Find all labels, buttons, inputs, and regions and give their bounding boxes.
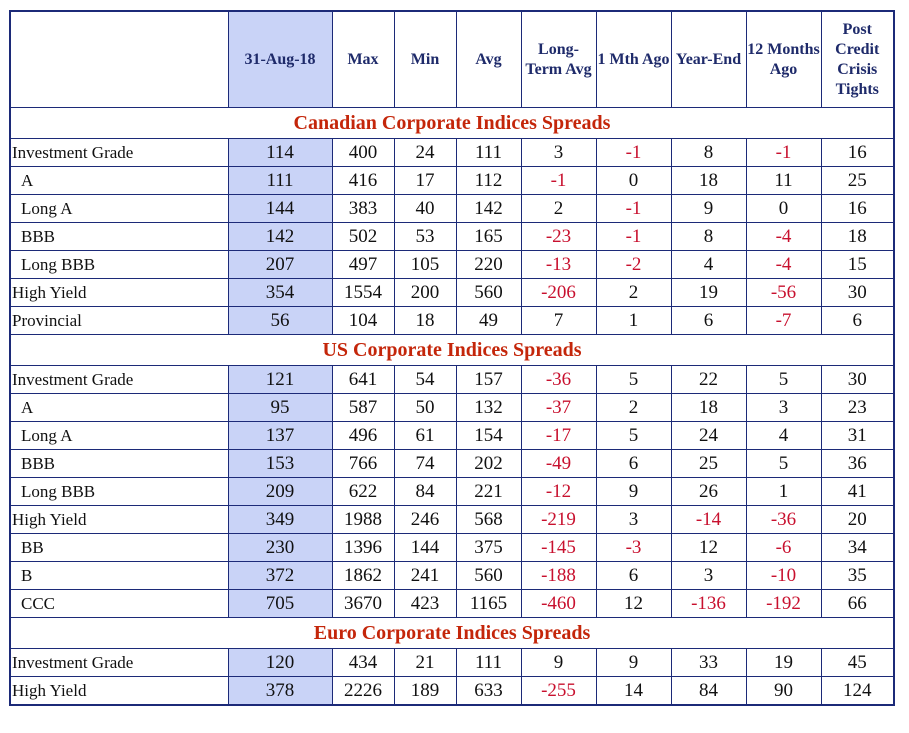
column-header-0: [10, 11, 228, 108]
table-cell: 5: [746, 450, 821, 478]
table-cell: 633: [456, 677, 521, 706]
table-cell: 3: [596, 506, 671, 534]
table-cell: -23: [521, 223, 596, 251]
column-header-5: Long-Term Avg: [521, 11, 596, 108]
table-cell: -36: [746, 506, 821, 534]
table-cell: 1165: [456, 590, 521, 618]
table-cell: 1396: [332, 534, 394, 562]
column-header-6: 1 Mth Ago: [596, 11, 671, 108]
table-row: [10, 139, 894, 167]
table-cell: 33: [671, 649, 746, 677]
table-cell: 112: [456, 167, 521, 195]
table-cell: 142: [228, 223, 332, 251]
table-cell: 50: [394, 394, 456, 422]
table-cell: 137: [228, 422, 332, 450]
row-label: High Yield: [10, 677, 228, 706]
table-cell: 8: [671, 139, 746, 167]
table-cell: -10: [746, 562, 821, 590]
table-cell: 19: [746, 649, 821, 677]
table-row: [10, 534, 894, 562]
table-cell: 1988: [332, 506, 394, 534]
table-cell: -4: [746, 251, 821, 279]
table-cell: 111: [456, 649, 521, 677]
table-cell: 375: [456, 534, 521, 562]
spreads-table-container: [9, 10, 895, 706]
column-header-8: 12 Months Ago: [746, 11, 821, 108]
section-title: Euro Corporate Indices Spreads: [10, 618, 894, 649]
table-cell: 207: [228, 251, 332, 279]
table-cell: 104: [332, 307, 394, 335]
table-cell: 434: [332, 649, 394, 677]
table-cell: -13: [521, 251, 596, 279]
table-cell: 12: [596, 590, 671, 618]
table-row: [10, 251, 894, 279]
table-cell: 18: [821, 223, 894, 251]
table-cell: 241: [394, 562, 456, 590]
header-row: [10, 11, 894, 108]
table-cell: 6: [596, 562, 671, 590]
table-cell: 15: [821, 251, 894, 279]
table-cell: 157: [456, 366, 521, 394]
table-cell: -1: [746, 139, 821, 167]
table-cell: 497: [332, 251, 394, 279]
row-label: BB: [10, 534, 228, 562]
table-cell: 26: [671, 478, 746, 506]
table-cell: 24: [394, 139, 456, 167]
table-cell: 95: [228, 394, 332, 422]
table-cell: 8: [671, 223, 746, 251]
row-label: B: [10, 562, 228, 590]
table-cell: 502: [332, 223, 394, 251]
table-cell: 84: [394, 478, 456, 506]
table-cell: -1: [596, 139, 671, 167]
table-cell: 132: [456, 394, 521, 422]
table-cell: 1: [596, 307, 671, 335]
table-cell: 622: [332, 478, 394, 506]
table-cell: 24: [671, 422, 746, 450]
table-cell: -7: [746, 307, 821, 335]
row-label: BBB: [10, 450, 228, 478]
table-cell: 1862: [332, 562, 394, 590]
table-cell: 4: [671, 251, 746, 279]
section-title: Canadian Corporate Indices Spreads: [10, 108, 894, 139]
table-cell: -17: [521, 422, 596, 450]
table-cell: -14: [671, 506, 746, 534]
row-label: A: [10, 394, 228, 422]
table-cell: 4: [746, 422, 821, 450]
table-cell: 142: [456, 195, 521, 223]
row-label: Investment Grade: [10, 649, 228, 677]
table-cell: 25: [821, 167, 894, 195]
table-cell: 74: [394, 450, 456, 478]
table-cell: -4: [746, 223, 821, 251]
table-cell: 0: [746, 195, 821, 223]
table-cell: -136: [671, 590, 746, 618]
table-row: [10, 590, 894, 618]
table-cell: 1554: [332, 279, 394, 307]
table-cell: 35: [821, 562, 894, 590]
table-cell: 5: [596, 422, 671, 450]
table-cell: 416: [332, 167, 394, 195]
table-cell: 9: [671, 195, 746, 223]
column-header-4: Avg: [456, 11, 521, 108]
table-cell: 11: [746, 167, 821, 195]
section-header-row: [10, 618, 894, 649]
table-cell: -460: [521, 590, 596, 618]
table-cell: -3: [596, 534, 671, 562]
table-cell: 18: [671, 394, 746, 422]
table-cell: 189: [394, 677, 456, 706]
table-cell: 154: [456, 422, 521, 450]
table-cell: 41: [821, 478, 894, 506]
table-cell: 2226: [332, 677, 394, 706]
table-cell: 423: [394, 590, 456, 618]
table-row: [10, 677, 894, 706]
table-cell: 3: [746, 394, 821, 422]
table-cell: 221: [456, 478, 521, 506]
table-cell: 5: [596, 366, 671, 394]
table-row: [10, 394, 894, 422]
table-cell: 105: [394, 251, 456, 279]
table-cell: 49: [456, 307, 521, 335]
table-cell: 705: [228, 590, 332, 618]
table-row: [10, 450, 894, 478]
table-cell: 6: [821, 307, 894, 335]
row-label: Provincial: [10, 307, 228, 335]
table-cell: 2: [521, 195, 596, 223]
table-cell: -255: [521, 677, 596, 706]
table-cell: 3: [521, 139, 596, 167]
table-cell: 6: [596, 450, 671, 478]
table-cell: 568: [456, 506, 521, 534]
table-cell: -2: [596, 251, 671, 279]
table-cell: 23: [821, 394, 894, 422]
table-row: [10, 562, 894, 590]
table-cell: 16: [821, 139, 894, 167]
table-cell: 766: [332, 450, 394, 478]
table-cell: 372: [228, 562, 332, 590]
table-cell: 3: [671, 562, 746, 590]
table-cell: 7: [521, 307, 596, 335]
row-label: CCC: [10, 590, 228, 618]
table-cell: 111: [228, 167, 332, 195]
table-cell: 30: [821, 279, 894, 307]
table-cell: 209: [228, 478, 332, 506]
row-label: Long A: [10, 195, 228, 223]
row-label: Long A: [10, 422, 228, 450]
table-cell: 45: [821, 649, 894, 677]
table-cell: -1: [521, 167, 596, 195]
column-header-9: Post Credit Crisis Tights: [821, 11, 894, 108]
table-cell: 12: [671, 534, 746, 562]
table-row: [10, 195, 894, 223]
table-cell: -1: [596, 195, 671, 223]
row-label: BBB: [10, 223, 228, 251]
table-cell: -6: [746, 534, 821, 562]
table-cell: 36: [821, 450, 894, 478]
section-header-row: [10, 108, 894, 139]
table-cell: 0: [596, 167, 671, 195]
column-header-7: Year-End: [671, 11, 746, 108]
table-cell: 202: [456, 450, 521, 478]
row-label: High Yield: [10, 279, 228, 307]
table-cell: -12: [521, 478, 596, 506]
table-body: [10, 108, 894, 706]
table-row: [10, 478, 894, 506]
table-cell: 200: [394, 279, 456, 307]
table-cell: 641: [332, 366, 394, 394]
row-label: Long BBB: [10, 478, 228, 506]
table-cell: 6: [671, 307, 746, 335]
table-cell: 25: [671, 450, 746, 478]
table-cell: 18: [394, 307, 456, 335]
table-cell: -206: [521, 279, 596, 307]
table-cell: -192: [746, 590, 821, 618]
table-cell: 20: [821, 506, 894, 534]
table-row: [10, 366, 894, 394]
table-cell: 153: [228, 450, 332, 478]
table-cell: 19: [671, 279, 746, 307]
row-label: A: [10, 167, 228, 195]
table-row: [10, 649, 894, 677]
table-cell: 2: [596, 279, 671, 307]
table-cell: 66: [821, 590, 894, 618]
table-cell: 144: [394, 534, 456, 562]
table-cell: -36: [521, 366, 596, 394]
table-cell: 84: [671, 677, 746, 706]
table-cell: 230: [228, 534, 332, 562]
table-row: [10, 279, 894, 307]
table-row: [10, 167, 894, 195]
table-cell: 124: [821, 677, 894, 706]
corporate-spreads-table: [9, 10, 895, 706]
table-cell: 53: [394, 223, 456, 251]
table-cell: 120: [228, 649, 332, 677]
table-cell: 16: [821, 195, 894, 223]
table-cell: 40: [394, 195, 456, 223]
table-cell: 560: [456, 562, 521, 590]
column-header-2: Max: [332, 11, 394, 108]
table-cell: 496: [332, 422, 394, 450]
table-cell: 165: [456, 223, 521, 251]
table-cell: 246: [394, 506, 456, 534]
table-cell: 349: [228, 506, 332, 534]
table-cell: 2: [596, 394, 671, 422]
table-cell: 587: [332, 394, 394, 422]
section-title: US Corporate Indices Spreads: [10, 335, 894, 366]
table-cell: 9: [596, 478, 671, 506]
column-header-3: Min: [394, 11, 456, 108]
table-cell: 560: [456, 279, 521, 307]
table-cell: 61: [394, 422, 456, 450]
table-cell: -188: [521, 562, 596, 590]
table-cell: 54: [394, 366, 456, 394]
table-cell: -219: [521, 506, 596, 534]
section-header-row: [10, 335, 894, 366]
table-cell: 9: [521, 649, 596, 677]
row-label: Investment Grade: [10, 139, 228, 167]
table-cell: 383: [332, 195, 394, 223]
table-cell: 378: [228, 677, 332, 706]
table-cell: -1: [596, 223, 671, 251]
table-row: [10, 223, 894, 251]
table-cell: 21: [394, 649, 456, 677]
table-cell: 144: [228, 195, 332, 223]
table-cell: 400: [332, 139, 394, 167]
column-header-1: 31-Aug-18: [228, 11, 332, 108]
table-cell: 90: [746, 677, 821, 706]
table-cell: 1: [746, 478, 821, 506]
table-cell: 9: [596, 649, 671, 677]
table-cell: 31: [821, 422, 894, 450]
table-cell: -37: [521, 394, 596, 422]
table-cell: 14: [596, 677, 671, 706]
table-cell: -145: [521, 534, 596, 562]
table-cell: -56: [746, 279, 821, 307]
table-row: [10, 506, 894, 534]
table-row: [10, 422, 894, 450]
table-cell: 114: [228, 139, 332, 167]
table-cell: 220: [456, 251, 521, 279]
table-cell: 3670: [332, 590, 394, 618]
table-cell: 34: [821, 534, 894, 562]
row-label: High Yield: [10, 506, 228, 534]
table-cell: 18: [671, 167, 746, 195]
table-cell: 17: [394, 167, 456, 195]
row-label: Long BBB: [10, 251, 228, 279]
table-cell: 354: [228, 279, 332, 307]
table-cell: 56: [228, 307, 332, 335]
table-row: [10, 307, 894, 335]
row-label: Investment Grade: [10, 366, 228, 394]
table-cell: 30: [821, 366, 894, 394]
table-cell: 111: [456, 139, 521, 167]
table-cell: 121: [228, 366, 332, 394]
table-cell: -49: [521, 450, 596, 478]
table-cell: 5: [746, 366, 821, 394]
table-cell: 22: [671, 366, 746, 394]
